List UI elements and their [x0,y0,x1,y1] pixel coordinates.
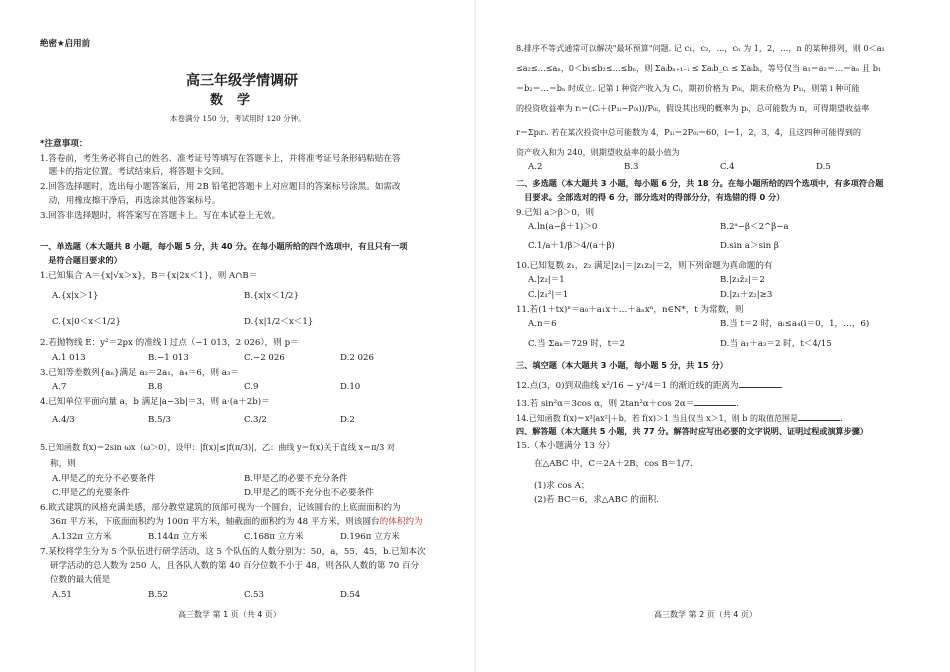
section4-heading: 四、解答题（本大题共 5 小题，共 77 分。解答时应写出必要的文字说明、证明过程或演算步骤） [516,426,868,436]
section1-heading: 一、单选题（本大题共 8 小题，每小题 5 分，共 40 分。在每小题所给的四个选项中，有且只有一项 [40,241,408,251]
question-4: 4.已知单位平面向量 a，b 满足|a−3b|＝3，则 a·(a＋2b)＝ [40,397,270,407]
question-7-cont: 位数的最大值是 [50,575,111,585]
option-d: D.当 a₁＋a₃＝2 时，t＜4/15 [720,339,832,349]
option-d: D.2 [340,415,355,425]
option-d: D.2 026 [340,353,374,363]
section2-heading-cont: 目要求。全部选对的得 6 分，部分选对的得部分分，有选错的得 0 分） [516,192,785,202]
section3-heading: 三、填空题（本大题共 3 小题，每小题 5 分，共 15 分） [516,360,728,370]
notice-line: 动，用橡皮擦干净后，再选涂其他答案标号。 [40,196,221,206]
option-d: D.10 [340,382,361,392]
highlighted-text: 的体积约为 [379,517,423,527]
option-b: B.−1 013 [148,353,189,363]
question-8: 8.排序不等式通常可以解决"最坏预算"问题. 记 c₁，c₂，…，cₙ 为 1，2，…，n 的某种排列，则 0＜a₁ [516,43,885,53]
question-8-cont: 资产收入和为 240，则期望收益率的最小值为 [516,147,680,157]
notice-title: *注意事项： [40,139,88,149]
question-5: 5.已知函数 f(x)＝2sin ωx（ω＞0），设甲：|f(x)|≤|f(π/3)|，乙：曲线 y＝f(x)关于直线 x＝π/3 对 [40,442,395,452]
page-footer: 高三数学 第 1 页（共 4 页） [178,610,281,619]
option-c: C.3/2 [244,415,267,425]
answer-blank [798,411,840,421]
option-c: C.168π 立方米 [244,532,304,542]
option-a: A.n＝6 [528,319,557,329]
option-a: A.ln(a−β＋1)＞0 [528,222,598,232]
option-c: C.甲是乙的充要条件 [52,488,130,498]
question-15-part1: (1)求 cos A； [534,481,590,491]
option-a: A.甲是乙的充分不必要条件 [52,474,156,484]
question-1: 1.已知集合 A＝{x|√x＞x}，B＝{x|2x＜1}，则 A∩B＝ [40,271,258,281]
option-a: A.51 [52,590,72,600]
question-15-part2: (2)若 BC＝6，求△ABC 的面积. [534,495,659,505]
option-c: C.|z₁²|＝1 [528,290,569,300]
option-a: A.{x|x＞1} [52,291,99,301]
page-footer: 高三数学 第 2 页（共 4 页） [654,610,757,619]
option-c: C.当 Σaₖ＝729 时，t＝2 [528,339,626,349]
notice-line: 1.答卷前，考生务必将自己的姓名、准考证号等填写在答题卡上，并将准考证号条形码粘贴在答 [40,154,401,164]
exam-page-2 [476,0,950,672]
question-14: 14.已知函数 f(x)＝x³|ax²|＋b，若 f(x)＞1 当且仅当 x＞1，则 b 的取值范围是 . [516,411,843,425]
question-8-cont: ≤a₂≤…≤aₙ，0＜b₁≤b₂≤…≤bₙ，则 Σaᵢbₙ₊₁₋ᵢ ≤ Σaᵢb_cᵢ ≤ Σaᵢbᵢ，等号仅当 a₁＝a₂＝…＝aₙ 且 b₁ [516,63,882,73]
notice-line: 2.回答选择题时，选出每小题答案后，用 2B 铅笔把答题卡上对应题目的答案标号涂黑。如需改 [40,182,401,192]
option-d: D.5 [816,162,831,172]
question-3: 3.已知等差数列{aₙ}满足 a₂＝2a₁，a₄＝6，则 a₃＝ [40,368,239,378]
question-9: 9.已知 a＞β＞0，则 [516,208,595,218]
option-b: B.2ᵃ−β＜2^β−a [720,222,789,232]
option-d: D.|z₁＋z₂|≥3 [720,290,773,300]
option-c: C.4 [720,162,735,172]
option-b: B.当 t＝2 时，aᵢ≤a₄(i＝0，1，…，6) [720,319,870,329]
option-a: A.1 013 [52,353,86,363]
question-7: 7.某校将学生分为 5 个队伍进行研学活动，这 5 个队伍的人数分别为：50，a，55，45，b.已知本次 [40,547,426,557]
answer-blank [694,396,736,406]
notice-line: 3.回答非选择题时，将答案写在答题卡上。写在本试卷上无效。 [40,211,281,221]
option-b: B.3 [624,162,639,172]
option-a: A.132π 立方米 [52,532,112,542]
question-8-cont: ＝b₂＝…＝bₙ 时成立. 记第 i 种资产收入为 Cᵢ，期初价格为 P₀ᵢ，期末价格为 P₁ᵢ，则第 i 种可能 [516,83,860,93]
option-a: A.4/3 [52,415,75,425]
option-b: B.甲是乙的必要不充分条件 [244,474,348,484]
question-7-cont: 研学活动的总人数为 250 人，且各队人数的第 40 百分位数不小于 48，则各队人数的第 70 百分 [50,561,420,571]
exam-subject: 数学 [210,93,265,108]
option-d: D.甲是乙的既不充分也不必要条件 [244,488,374,498]
option-b: B.{x|x＜1/2} [244,291,299,301]
answer-blank [739,378,781,388]
exam-info: 本卷满分 150 分，考试用时 120 分钟。 [170,114,306,123]
exam-page-1 [0,0,474,672]
option-d: D.sin a＞sin β [720,241,779,251]
exam-title: 高三年级学情调研 [186,73,298,89]
question-13: 13.若 sin²α＝3cos α，则 2tan²α＋cos 2α＝ . [516,396,739,410]
option-c: C.9 [244,382,259,392]
option-c: C.{x|0＜x＜1/2} [52,317,122,327]
option-a: A.7 [52,382,67,392]
question-6-text: 36π 平方米，下底面面积约为 100π 平方米，轴截面的面积约为 48 平方米，则该圆台 [50,517,380,527]
option-c: C.53 [244,590,264,600]
question-6: 6.欧式建筑的风格充满美感，部分教堂建筑的顶部可视为一个圆台，记该圆台的上底面面积约为 [40,503,401,513]
section2-heading: 二、多选题（本大题共 3 小题，每小题 6 分，共 18 分。在每小题所给的四个选项中，有多项符合题 [516,178,884,188]
question-2: 2.若抛物线 E：y²＝2px 的准线 l 过点（−1 013，2 026），则 p＝ [40,338,299,348]
option-b: B.52 [148,590,168,600]
option-d: D.54 [340,590,361,600]
option-d: D.196π 立方米 [340,532,400,542]
option-d: D.{x|1/2＜x＜1} [244,317,314,327]
question-11: 11.若(1＋tx)ⁿ＝a₀＋a₁x＋…＋aₙxⁿ，n∈N*，t 为常数，则 [516,305,744,315]
notice-line: 题卡的指定位置。考试结束后，将答题卡交回。 [40,167,230,177]
option-c: C.−2 026 [244,353,285,363]
option-b: B.8 [148,382,163,392]
question-6-cont [50,516,423,528]
confidential-label: 绝密★启用前 [40,39,91,49]
question-14-text: 14.已知函数 f(x)＝x³|ax²|＋b，若 f(x)＞1 当且仅当 x＞1，则 b 的取值范围是 [516,414,798,423]
question-15-header: 15.（本小题满分 13 分） [516,441,615,451]
question-13-text: 13.若 sin²α＝3cos α，则 2tan²α＋cos 2α＝ [516,399,695,409]
option-a: A.2 [528,162,543,172]
question-5-cont: 称，则 [50,459,76,469]
option-a: A.|z₂|＝1 [528,275,565,285]
question-12-text: 12.点(3，0)到双曲线 x²/16 − y²/4＝1 的渐近线的距离为 [516,381,739,391]
option-b: B.144π 立方米 [148,532,208,542]
question-12: 12.点(3，0)到双曲线 x²/16 − y²/4＝1 的渐近线的距离为 . [516,378,783,392]
question-8-cont: 的投资收益率为 rᵢ＝(Cᵢ＋(P₁ᵢ−P₀ᵢ))/P₀ᵢ，假设其出现的概率为 pᵢ，总可能数为 n，可得期望收益率 [516,103,870,113]
option-b: B.|z₁z̄₂|＝2 [720,275,765,285]
option-b: B.5/3 [148,415,171,425]
section1-heading-cont: 是符合题目要求的） [40,255,122,265]
question-10: 10.已知复数 z₁，z₂ 满足|z₁|＝|z₁z₂|＝2，则下列命题为真命题的有 [516,261,773,271]
question-8-cont: r＝Σpᵢrᵢ. 若在某次投资中总可能数为 4，P₁ᵢ＝2P₀ᵢ＝60，i＝1，2，3，4，且这四种可能得到的 [516,127,861,137]
option-c: C.1/a＋1/β＞4/(a＋β) [528,241,615,251]
question-15-body: 在△ABC 中，C＝2A＋2B，cos B＝1/7. [534,459,693,469]
